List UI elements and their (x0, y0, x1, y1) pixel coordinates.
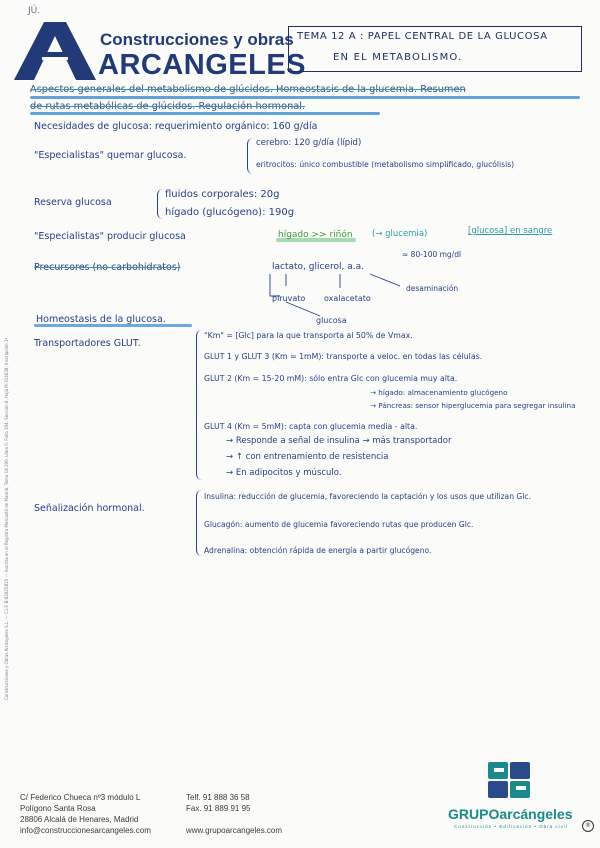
producers-part4: [glucosa] en sangre (468, 226, 553, 236)
company-name-line1: Construcciones y obras (100, 30, 294, 49)
reserves-item2: hígado (glucógeno): 190g (165, 207, 295, 218)
title-line1: Aspectos generales del metabolismo de glúcidos. Homeostasis de la glucemia. Resumen (30, 84, 466, 95)
tissues-label: "Especialistas" quemar glucosa. (34, 150, 187, 161)
title-highlight-2 (30, 112, 380, 115)
title-highlight (30, 96, 580, 99)
footer-address-line1: C/ Federico Chueca nº3 módulo L (20, 793, 141, 802)
transport-label: Transportadores GLUT. (34, 338, 141, 349)
glut-item-8: → En adipocitos y músculo. (226, 468, 342, 478)
footer-phone: Telf. 91 888 36 58 (186, 793, 250, 802)
glut-item-7: → ↑ con entrenamiento de resistencia (226, 452, 389, 462)
precursors-sub4: desaminación (406, 284, 459, 293)
footer-address-line2: Polígono Santa Rosa (20, 804, 96, 813)
reserves-label: Reserva glucosa (34, 197, 112, 208)
producers-label: "Especialistas" producir glucosa (34, 231, 186, 242)
needs-text: Necesidades de glucosa: requerimiento orgánico: 160 g/día (34, 121, 318, 132)
topic-box (288, 26, 582, 72)
producers-part3: (→ glucemia) (372, 229, 428, 239)
tissues-item2: eritrocitos: único combustible (metabolismo simplificado, glucólisis) (256, 160, 515, 169)
reserves-brace (157, 189, 164, 219)
tissues-item1: cerebro: 120 g/día (lípid) (256, 138, 362, 148)
glut-item-4: → Páncreas: sensor hiperglucemia para segregar insulina (370, 401, 576, 410)
footer-address-line3: 28806 Alcalá de Henares, Madrid (20, 815, 139, 824)
glut-item-1: GLUT 1 y GLUT 3 (Km ≈ 1mM): transporte a veloc. en todas las células. (204, 352, 483, 361)
title-line2: de rutas metabólicas de glúcidos. Regulación hormonal. (30, 101, 306, 112)
glut-item-6: → Responde a señal de insulina → más transportador (226, 436, 452, 446)
reserves-item1: fluidos corporales: 20g (165, 189, 280, 200)
footer-contact (186, 792, 282, 836)
footer-web[interactable]: www.grupoarcangeles.com (186, 826, 283, 835)
group-tagline: Construcción • Edificación • Obra civil (454, 824, 568, 829)
producers-part5: ≈ 80-100 mg/dl (402, 250, 462, 259)
group-name: GRUPOarcángeles (448, 806, 573, 822)
footer-address (20, 792, 151, 836)
arcangeles-logo-icon (14, 22, 96, 80)
registered-mark-icon: ® (582, 820, 594, 832)
group-logo-icon (486, 760, 534, 800)
glut-item-2: GLUT 2 (Km = 15-20 mM): sólo entra Glc con glucemia muy alta. (204, 374, 458, 383)
company-logo (14, 22, 96, 80)
producers-part1: hígado >> riñón (278, 230, 353, 240)
tissues-brace (247, 138, 254, 174)
transport-brace (196, 330, 203, 480)
group-logo (486, 760, 534, 804)
precursors-items: lactato, glicerol, a.a. (272, 262, 364, 272)
producers-part2-text: riñón (329, 230, 353, 240)
hormonal-item-0: Insulina: reducción de glucemia, favoreciendo la captación y los usos que utilizan Glc. (204, 492, 532, 501)
footer-email[interactable]: info@construccionesarcangeles.com (20, 826, 151, 835)
precursors-sub2: oxalacetato (324, 294, 371, 303)
glut-item-3: → hígado: almacenamiento glucógeno (370, 388, 508, 397)
glut-item-0: "Km" = [Glc] para la que transporta al 50% de Vmax. (204, 331, 413, 340)
topic-line1: TEMA 12 A : PAPEL CENTRAL DE LA GLUCOSA (297, 31, 548, 42)
topic-line2: EN EL METABOLISMO. (333, 52, 463, 63)
hormonal-item-1: Glucagón: aumento de glucemia favoreciendo rutas que producen Glc. (204, 520, 474, 529)
hormonal-label: Señalización hormonal. (34, 503, 145, 514)
precursors-label: Precursores (no carbohidratos) (34, 262, 181, 273)
precursors-sub1: piruvato (272, 294, 306, 303)
footer-fax: Fax. 91 889 91 95 (186, 804, 251, 813)
glut-item-5: GLUT 4 (Km = 5mM): capta con glucemia media - alta. (204, 422, 418, 431)
producers-part1-text: hígado (278, 230, 309, 240)
company-name-line2: ARCANGELES (98, 49, 307, 81)
homeostasis-heading: Homeostasis de la glucosa. (36, 314, 166, 325)
hormonal-item-2: Adrenalina: obtención rápida de energía a partir glucógeno. (204, 546, 432, 555)
precursors-sub3: glucosa (316, 316, 347, 325)
page-mark: JÚ. (28, 6, 41, 16)
side-legal-note: Construcciones y Obras Arcángeles S.L. — C.I.F. B-82825815 — Inscrita en el Registro Mercantil de Madrid, Tomo 18.190, Libro 0, Folio 194, Sección 8, Hoja M-314638, Inscripción 1ª (4, 337, 9, 700)
hormonal-brace (196, 490, 203, 556)
